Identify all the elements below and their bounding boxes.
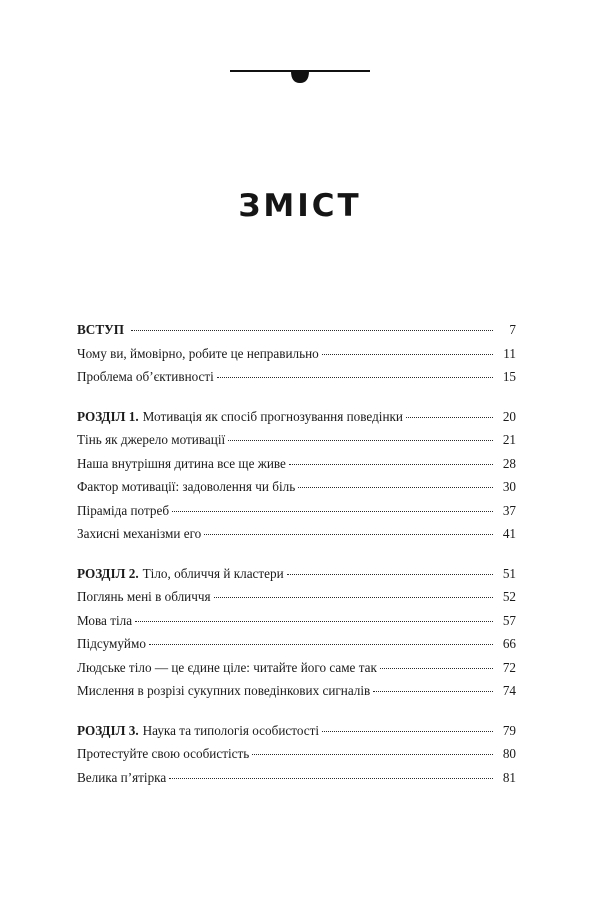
toc-entry-page-number: 41 [502,526,516,541]
toc-entry [77,562,516,586]
toc-entry-heading: РОЗДІЛ 2. [77,565,139,581]
toc-entry-title: Захисні механізми его [77,526,202,541]
dot-leader [252,754,493,755]
toc-entry-title: Протестуйте свою особистість [77,746,250,761]
toc-entry-title: Чому ви, ймовірно, робите це неправильно [77,345,319,361]
toc-entry-page-number: 79 [502,722,516,738]
dot-leader [131,330,493,331]
toc-entry [77,719,516,743]
toc-entry-title: Поглянь мені в обличчя [77,589,211,604]
toc-entry [77,766,516,790]
toc-entry-page-number: 52 [502,589,516,604]
toc-entry-title: Наша внутрішня дитина все ще живе [77,455,286,471]
toc-entry-title: Мислення в розрізі сукупних поведінкових сигналів [77,683,371,698]
toc-section [77,719,516,790]
toc-entry-title: Велика п’ятірка [77,769,167,785]
toc-entry [77,475,516,499]
toc-entry-page-number: 11 [503,345,516,361]
table-of-contents [77,318,516,789]
toc-entry [77,452,516,476]
toc-entry-page-number: 37 [502,502,516,518]
toc-entry [77,405,516,429]
dot-leader [217,377,493,378]
ornament-divider [230,66,370,88]
toc-entry-title: Мотивація як спосіб прогнозування поведінки [142,408,403,424]
dot-leader [322,354,493,355]
toc-entry-title: Наука та типологія особистості [142,722,320,738]
toc-entry-title: Людське тіло — це єдине ціле: читайте його саме так [77,659,377,675]
toc-entry-heading: РОЗДІЛ 3. [77,722,139,738]
toc-entry-heading: ВСТУП [77,322,125,337]
toc-section [77,562,516,703]
toc-entry-title: Тіло, обличчя й кластери [142,565,284,581]
toc-entry [77,522,516,546]
toc-entry-title: Підсумуймо [77,636,146,651]
toc-entry-page-number: 74 [502,683,516,698]
toc-entry [77,609,516,633]
toc-entry [77,656,516,680]
toc-entry [77,428,516,452]
dot-leader [373,691,493,692]
toc-entry [77,499,516,523]
toc-entry-title: Фактор мотивації: задоволення чи біль [77,479,296,494]
toc-entry-title: Мова тіла [77,612,133,628]
toc-entry-page-number: 20 [502,408,516,424]
toc-entry [77,365,516,389]
toc-entry-page-number: 81 [502,769,516,785]
dot-leader [406,417,493,418]
toc-entry-page-number: 57 [502,612,516,628]
toc-entry-page-number: 80 [502,746,516,761]
toc-entry-title: Піраміда потреб [77,502,170,518]
dot-leader [135,621,493,622]
toc-entry-page-number: 66 [502,636,516,651]
toc-entry-page-number: 51 [502,565,516,581]
dot-leader [228,440,493,441]
toc-entry-page-number: 28 [502,455,516,471]
toc-entry [77,318,516,342]
dot-leader [380,668,493,669]
toc-entry [77,679,516,703]
toc-section [77,318,516,389]
toc-entry-title: Проблема об’єктивності [77,369,214,384]
toc-entry-page-number: 7 [509,322,516,337]
toc-entry [77,742,516,766]
dot-leader [287,574,493,575]
toc-entry-page-number: 30 [502,479,516,494]
toc-entry [77,632,516,656]
toc-entry [77,342,516,366]
dot-leader [149,644,493,645]
toc-entry-page-number: 72 [502,659,516,675]
dot-leader [298,487,493,488]
toc-entry [77,585,516,609]
toc-entry-title: Тінь як джерело мотивації [77,432,226,447]
dot-leader [169,778,493,779]
dot-leader [172,511,493,512]
dot-leader [204,534,493,535]
page-title: ЗМІСТ [238,188,362,224]
toc-entry-heading: РОЗДІЛ 1. [77,408,139,424]
toc-entry-page-number: 21 [502,432,516,447]
dot-leader [214,597,493,598]
dot-leader [289,464,493,465]
toc-entry-page-number: 15 [502,369,516,384]
toc-section [77,405,516,546]
dot-leader [322,731,493,732]
